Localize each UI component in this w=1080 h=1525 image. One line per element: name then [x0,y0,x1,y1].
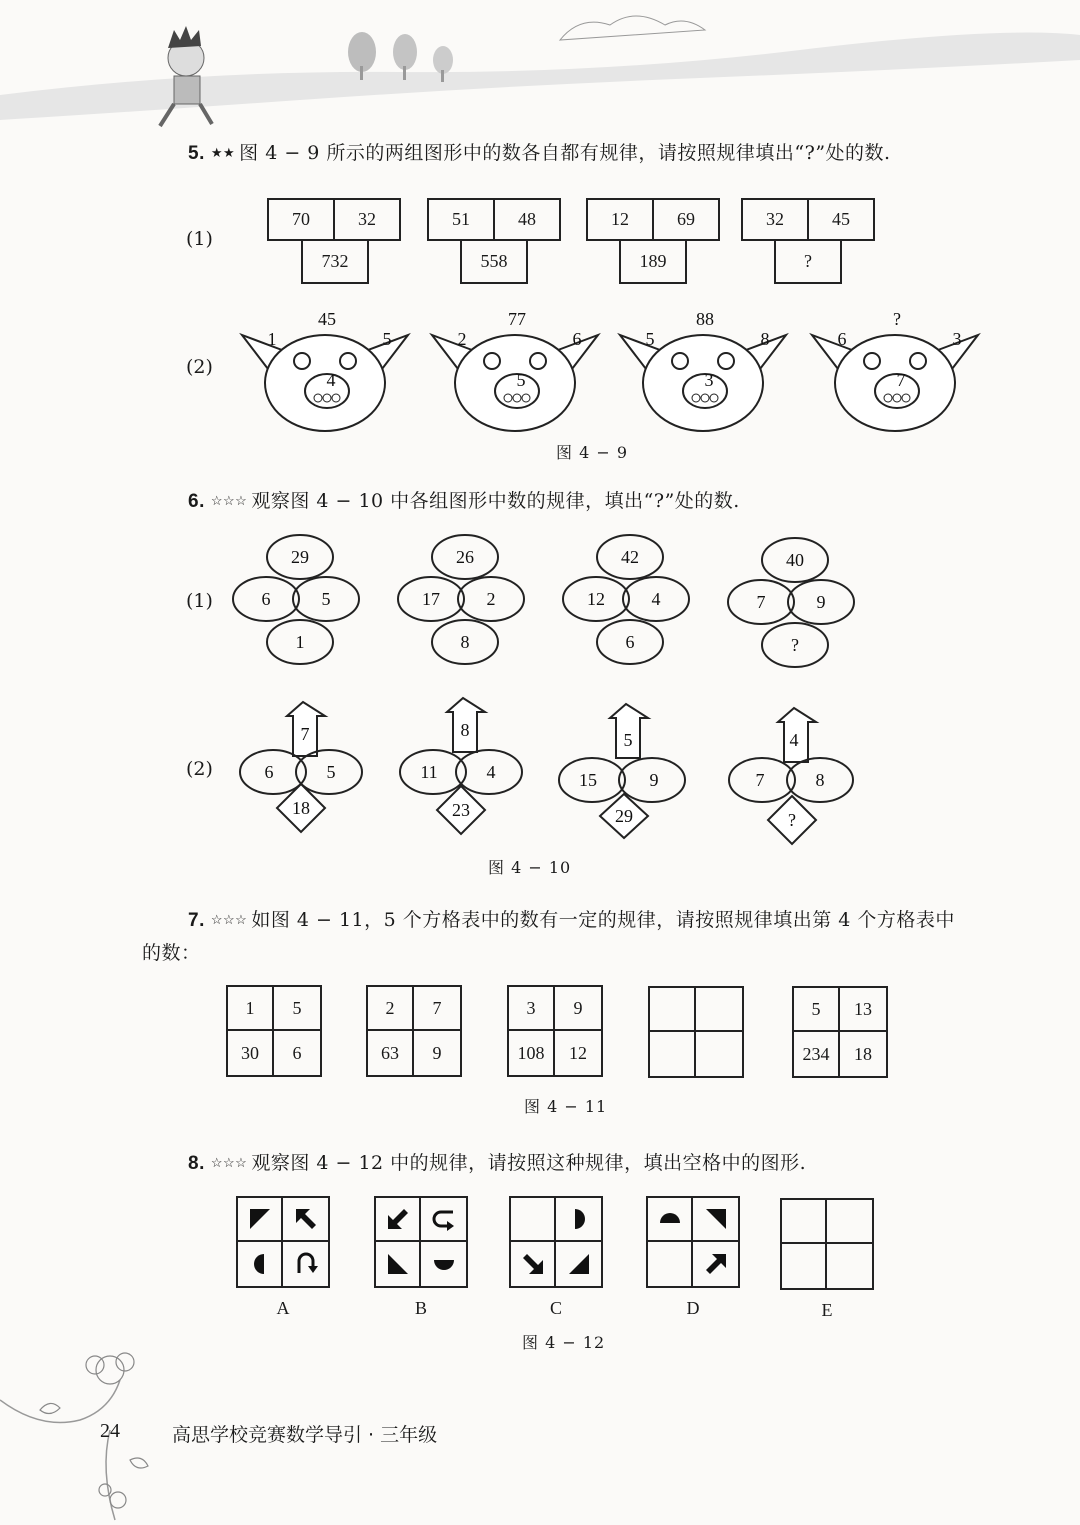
question-7-prompt-cont: 的数： [142,942,201,964]
row-label: (1) [186,228,213,250]
difficulty-stars: ★★ [210,146,236,161]
header-scenery [0,0,1080,130]
right-number: 9 [816,592,826,612]
bottom-number: 1 [295,632,305,652]
grid-cell-blank[interactable] [696,988,742,1032]
question-text: 如图 4 − 11，5 个方格表中的数有一定的规律，请按照规律填出第 4 个方格表中 [251,909,955,931]
ellipse-cluster-1 [233,535,359,664]
arrow-down-left-icon [376,1198,421,1242]
pattern-label: C [549,1298,562,1318]
bottom-number: ? [791,635,799,655]
bottom-number: 6 [625,632,635,652]
figure-caption: 图 4 − 12 [522,1333,606,1352]
pattern-grid-a [236,1196,330,1288]
grid-cell-blank[interactable] [696,1032,742,1076]
grid-cell: 12 [569,1042,587,1063]
pig-nose-number: 3 [704,370,714,390]
left-number: 7 [755,770,765,790]
pattern-label: A [276,1298,290,1318]
pig-right-ear-number: 6 [572,329,582,349]
grid-cell: 2 [368,987,414,1031]
question-8-prompt [188,1148,806,1175]
left-number: 12 [587,589,605,609]
number-grid-1 [226,985,322,1077]
left-number: 11 [420,762,438,782]
difficulty-stars: ☆☆☆ [210,1156,248,1171]
top-number: 29 [291,547,309,567]
arrow-cluster-1 [240,702,362,832]
grid-cell: 108 [509,1031,555,1075]
diamond-number: 29 [615,806,633,826]
pig-top-number: 77 [508,309,526,329]
grid-cell: 7 [414,987,460,1031]
row-label: (2) [186,356,213,378]
right-number: 8 [815,770,825,790]
question-text: 图 4 − 9 所示的两组图形中的数各自都有规律，请按照规律填出“?”处的数. [239,142,891,164]
pattern-label: D [686,1298,700,1318]
triangle-icon [693,1198,738,1242]
grid-cell: 63 [368,1031,414,1075]
diamond-number: ? [788,810,796,830]
question-text: 观察图 4 − 10 中各组图形中数的规律，填出“?”处的数. [251,490,740,512]
grid-cell-blank[interactable] [650,988,696,1032]
grid-cell-blank[interactable] [650,1032,696,1076]
box-top-left: 51 [427,198,495,241]
pig-face-4 [812,309,978,431]
ellipse-cluster-4 [728,538,854,667]
empty-cell[interactable] [782,1200,827,1244]
row-label: (2) [186,758,213,780]
box-top-left: 12 [586,198,654,241]
left-number: 7 [756,592,766,612]
pig-top-number: 45 [318,309,336,329]
box-top-right: 48 [493,198,561,241]
half-circle-icon [556,1198,601,1242]
pig-face-3 [620,309,786,431]
half-circle-icon [648,1198,693,1242]
grid-cell: 6 [292,1042,302,1063]
arrow-number: 8 [460,720,470,740]
u-turn-arrow-icon [421,1198,466,1242]
pig-right-ear-number: 3 [952,329,962,349]
arrow-cluster-4 [729,708,853,844]
question-number: 8. [188,1153,205,1174]
four-ellipse-figures [228,532,868,672]
grid-cell: 30 [228,1031,274,1075]
grid-cell: 13 [840,988,886,1032]
box-top-right: 45 [807,198,875,241]
number-grid-5 [792,986,888,1078]
top-number: 40 [786,550,804,570]
left-number: 15 [579,770,597,790]
box-top-left: 70 [267,198,335,241]
grid-cell: 9 [555,987,601,1031]
pig-face-2 [432,309,598,431]
grid-cell: 5 [274,987,320,1031]
empty-cell [511,1198,556,1242]
arrow-cluster-2 [400,698,522,834]
pig-left-ear-number: 5 [645,329,655,349]
boy-illustration [160,26,212,126]
question-6-prompt [188,486,740,513]
right-number: 2 [486,589,496,609]
pig-right-ear-number: 5 [382,329,392,349]
number-grid-3 [507,985,603,1077]
pattern-grid-d [646,1196,740,1288]
arrow-cluster-3 [559,704,685,838]
pattern-label: B [414,1298,427,1318]
top-number: 26 [456,547,474,567]
pig-figures [230,305,1010,435]
left-number: 6 [264,762,274,782]
half-circle-icon [238,1242,283,1286]
top-number: 42 [621,547,639,567]
figure-caption: 图 4 − 9 [556,443,629,462]
number-grid-2 [366,985,462,1077]
empty-cell [648,1242,693,1286]
difficulty-stars: ☆☆☆ [210,494,248,509]
triangle-icon [376,1242,421,1286]
arrow-up-right-icon [693,1242,738,1286]
half-circle-icon [421,1242,466,1286]
arrow-number: 5 [623,730,633,750]
pig-top-number: 88 [696,309,714,329]
pattern-grid-c [509,1196,603,1288]
right-number: 9 [649,770,659,790]
pattern-grid-b [374,1196,468,1288]
pig-left-ear-number: 6 [837,329,847,349]
grid-cell: 9 [432,1042,442,1063]
question-7-prompt [188,905,955,932]
question-number: 5. [188,143,205,164]
empty-cell[interactable] [827,1200,872,1244]
diamond-number: 18 [292,798,310,818]
box-top-right: 69 [652,198,720,241]
pig-left-ear-number: 2 [457,329,467,349]
right-number: 5 [326,762,336,782]
triangle-icon [238,1198,283,1242]
box-bottom: ? [774,239,842,284]
grid-cell: 3 [509,987,555,1031]
u-turn-arrow-icon [283,1242,328,1286]
figure-caption: 图 4 − 10 [488,858,572,877]
bottom-number: 8 [460,632,470,652]
right-number: 4 [651,589,661,609]
diamond-number: 23 [452,800,470,820]
pig-nose-number: 7 [896,370,906,390]
arrow-number: 7 [300,724,310,744]
grid-cell: 1 [228,987,274,1031]
pig-right-ear-number: 8 [760,329,770,349]
arrow-up-left-icon [283,1198,328,1242]
left-number: 6 [261,589,271,609]
pattern-label: E [821,1300,833,1320]
box-bottom: 558 [460,239,528,284]
arrow-down-right-icon [511,1242,556,1286]
box-top-left: 32 [741,198,809,241]
book-title-footer: 高思学校竞赛数学导引 · 三年级 [172,1424,438,1446]
right-number: 5 [321,589,331,609]
figure-caption: 图 4 − 11 [524,1097,608,1116]
grid-cell: 5 [794,988,840,1032]
question-number: 6. [188,491,205,512]
empty-cell[interactable] [827,1244,872,1288]
ellipse-cluster-3 [563,535,689,664]
box-bottom: 732 [301,239,369,284]
pattern-grid-e-blank[interactable] [780,1198,874,1290]
grid-cell: 234 [794,1032,840,1076]
question-text: 观察图 4 − 12 中的规律，请按照这种规律，填出空格中的图形. [251,1152,807,1174]
right-number: 4 [486,762,496,782]
pig-nose-number: 4 [326,370,336,390]
number-grid-4-blank[interactable] [648,986,744,1078]
box-top-right: 32 [333,198,401,241]
arrow-number: 4 [789,730,799,750]
box-bottom: 189 [619,239,687,284]
triangle-icon [556,1242,601,1286]
pig-face-1 [242,309,408,431]
empty-cell[interactable] [782,1244,827,1288]
question-number: 7. [188,910,205,931]
page-number: 24 [100,1420,120,1442]
pig-left-ear-number: 1 [267,329,277,349]
difficulty-stars: ☆☆☆ [210,913,248,928]
ellipse-cluster-2 [398,535,524,664]
left-number: 17 [422,589,440,609]
pig-top-number: ? [893,309,901,329]
pig-nose-number: 5 [516,370,526,390]
grid-cell: 18 [854,1043,872,1064]
question-5-prompt [188,138,891,165]
arrow-ellipse-figures [228,696,868,846]
row-label: (1) [186,590,213,612]
